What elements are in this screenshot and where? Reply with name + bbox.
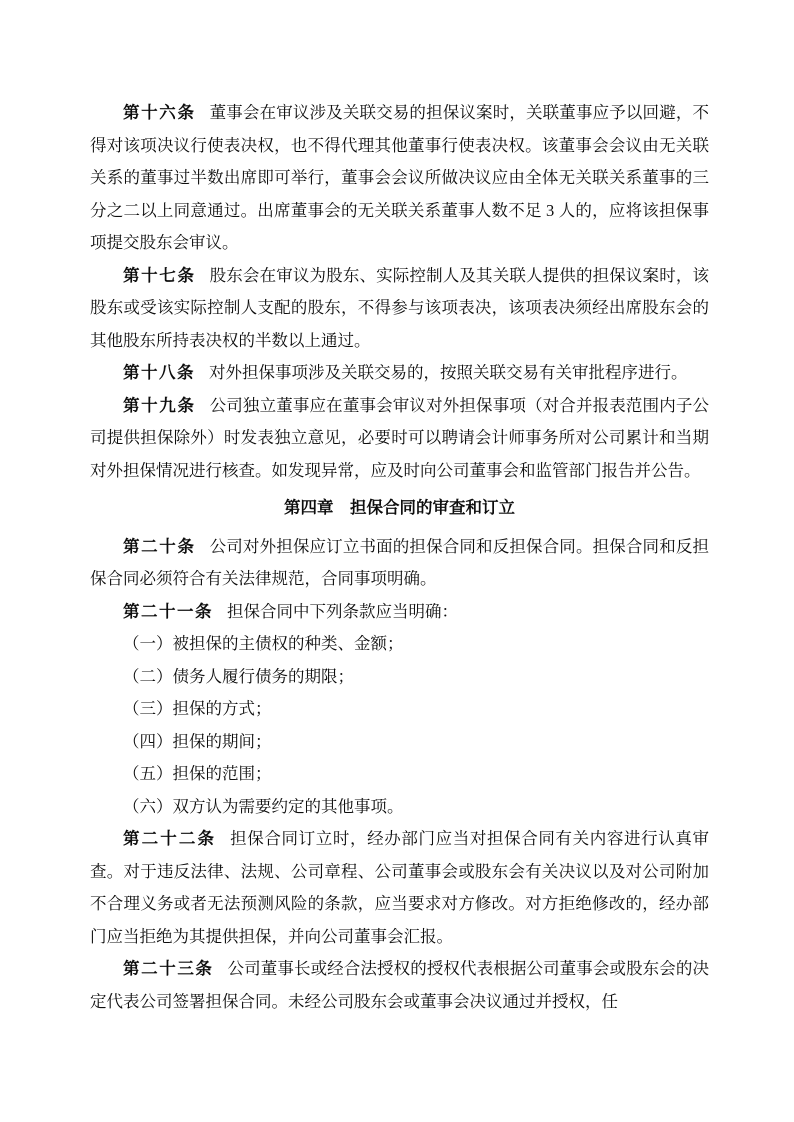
- article-17-paragraph: [90, 260, 709, 358]
- article-16-paragraph: [90, 97, 709, 260]
- article-22-number: 第二十二条: [123, 829, 217, 848]
- clause-item-1-text: （一）被担保的主债权的种类、金额；: [123, 634, 404, 653]
- clause-item-3: [90, 693, 709, 726]
- article-17-text: 股东会在审议为股东、实际控制人及其关联人提供的担保议案时，该股东或受该实际控制人支配的股东，不得参与该项表决，该项表决须经出席股东会的其他股东所持表决权的半数以上通过。: [90, 265, 710, 350]
- clause-item-2: [90, 661, 709, 694]
- article-20-text: 公司对外担保应订立书面的担保合同和反担保合同。担保合同和反担保合同必须符合有关法律规范，合同事项明确。: [90, 536, 710, 588]
- clause-item-4-text: （四）担保的期间；: [123, 731, 272, 751]
- clause-item-3-text: （三）担保的方式；: [123, 699, 272, 718]
- article-20-number: 第二十条: [123, 536, 196, 556]
- article-22-text: 担保合同订立时，经办部门应当对担保合同有关内容进行认真审查。对于违反法律、法规、公司章程、公司董事会或股东会有关决议以及对公司附加不合理义务或者无法预测风险的条款，应当要求对方修改。对方拒绝修改的，经办部门应当拒绝为其提供担保，并向公司董事会汇报。: [90, 829, 710, 946]
- chapter-4-heading: [90, 492, 709, 525]
- clause-item-5: [90, 758, 709, 791]
- article-23-number: 第二十三条: [123, 959, 214, 978]
- article-22-paragraph: [90, 823, 709, 953]
- article-19-text: 公司独立董事应在董事会审议对外担保事项（对合并报表范围内子公司提供担保除外）时发表独立意见，必要时可以聘请会计师事务所对公司累计和当期对外担保情况进行核查。如发现异常，应及时向公司董事会和监管部门报告并公告。: [90, 395, 710, 480]
- clause-item-6: [90, 791, 709, 824]
- article-23-text: 公司董事长或经合法授权的授权代表根据公司董事会或股东会的决定代表公司签署担保合同。未经公司股东会或董事会决议通过并授权，任: [90, 959, 710, 1011]
- clause-item-6-text: （六）双方认为需要约定的其他事项。: [123, 796, 404, 816]
- clause-item-1: [90, 628, 709, 661]
- clause-item-5-text: （五）担保的范围；: [123, 764, 272, 783]
- article-19-number: 第十九条: [123, 395, 196, 415]
- chapter-4-number: 第四章: [284, 498, 334, 517]
- article-18-text: 对外担保事项涉及关联交易的，按照关联交易有关审批程序进行。: [209, 363, 688, 382]
- article-16-number: 第十六条: [123, 103, 196, 122]
- article-16-text: 董事会在审议涉及关联交易的担保议案时，关联董事应予以回避，不得对该项决议行使表决权，也不得代理其他董事行使表决权。该董事会会议由无关联关系的董事过半数出席即可举行，董事会会议所做决议应由全体无关联关系董事的三分之二以上同意通过。出席董事会的无关联关系董事人数不足 3 人的，应将该担保事项提交股东会审议。: [90, 103, 710, 252]
- article-20-paragraph: [90, 531, 709, 596]
- article-21-number: 第二十一条: [123, 601, 213, 621]
- article-21-paragraph: [90, 596, 709, 629]
- article-18-number: 第十八条: [123, 363, 195, 382]
- article-21-text: 担保合同中下列条款应当明确：: [227, 601, 459, 621]
- chapter-4-title: 担保合同的审查和订立: [350, 498, 515, 517]
- article-19-paragraph: [90, 390, 709, 488]
- clause-item-4: [90, 726, 709, 759]
- article-18-paragraph: [90, 357, 709, 390]
- clause-item-2-text: （二）债务人履行债务的期限；: [123, 666, 354, 686]
- article-17-number: 第十七条: [123, 265, 196, 285]
- article-23-paragraph: [90, 953, 709, 1018]
